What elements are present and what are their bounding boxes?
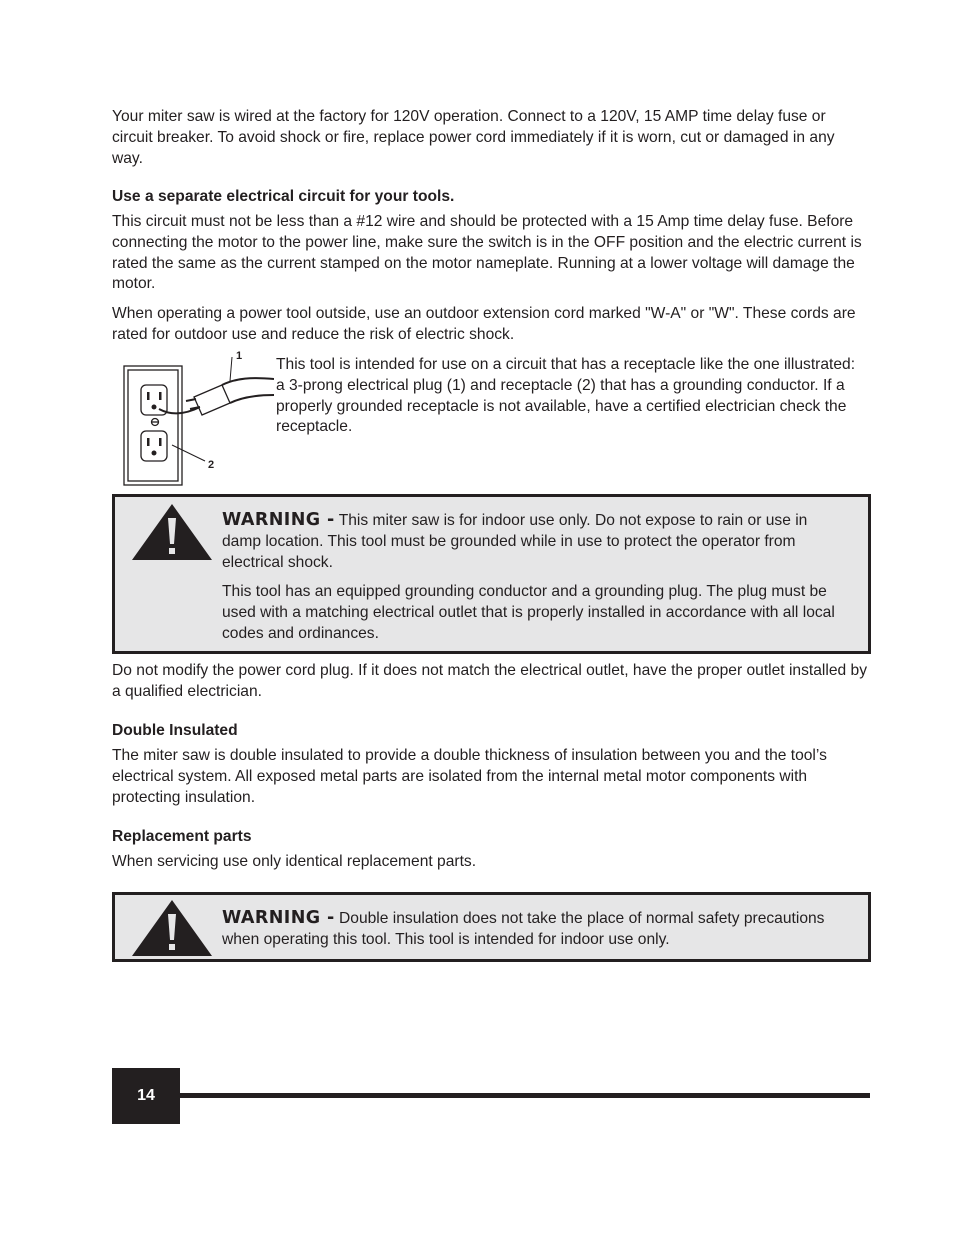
- modify-plug-paragraph: Do not modify the power cord plug. If it does not match the electrical outlet, have the proper outlet installed by a qualified electrician.: [112, 662, 867, 700]
- warning-box-grounding: [112, 494, 871, 654]
- warning-label: WARNING -: [222, 908, 335, 928]
- outdoor-paragraph: When operating a power tool outside, use an outdoor extension cord marked "W-A" or "W". These cords are rated for outdoor use and reduce the risk of electric shock.: [112, 305, 856, 343]
- receptacle-caption: This tool is intended for use on a circuit that has a receptacle like the one illustrated: a 3-prong electrical plug (1) and receptacle (2) that has a grounding conductor. If a properly grounded receptacle is not available, have a certified electrician check the receptacle.: [276, 356, 856, 436]
- footer-rule: [178, 1093, 870, 1098]
- lower-outlet: [141, 431, 167, 461]
- intro-paragraph: Your miter saw is wired at the factory for 120V operation. Connect to a 120V, 15 AMP time delay fuse or circuit breaker. To avoid shock or fire, replace power cord immediately if it is worn, cut or damaged in any way.: [112, 108, 835, 167]
- callout-1: 1: [236, 350, 243, 362]
- warning-text-2: This tool has an equipped grounding conductor and a grounding plug. The plug must be used with a matching electrical outlet that is properly installed in accordance with all local codes and ordinances.: [222, 583, 835, 642]
- replacement-parts-paragraph: When servicing use only identical replacement parts.: [112, 853, 477, 870]
- receptacle-illustration: [112, 345, 274, 487]
- double-insulated-paragraph: The miter saw is double insulated to provide a double thickness of insulation between you and the tool’s electrical system. All exposed metal parts are isolated from the internal metal motor components with protecting insulation.: [112, 747, 827, 806]
- warning-box-insulation: [112, 892, 871, 962]
- separate-circuit-heading: Use a separate electrical circuit for your tools.: [112, 188, 455, 205]
- warning-text-insulation: Double insulation does not take the place of normal safety precautions when operating this tool. This tool is intended for indoor use only.: [222, 910, 825, 948]
- warning-text-1: This miter saw is for indoor use only. Do not expose to rain or use in damp location. This tool must be grounded while in use to protect the operator from electrical shock.: [222, 512, 808, 571]
- warning-paragraph-1: [222, 510, 842, 573]
- warning-triangle-icon: [132, 900, 212, 956]
- separate-circuit-paragraph: This circuit must not be less than a #12 wire and should be protected with a 15 Amp time delay fuse. Before connecting the motor to the power line, make sure the switch is in the OFF position and the electric current is rated the same as the current stamped on the motor nameplate. Running at a lower voltage will damage the motor.: [112, 213, 862, 293]
- warning-paragraph-insulation: [222, 908, 842, 951]
- double-insulated-heading: Double Insulated: [112, 722, 238, 739]
- page-number: 14: [112, 1068, 180, 1124]
- replacement-parts-heading: Replacement parts: [112, 828, 252, 845]
- callout-2: 2: [208, 459, 215, 471]
- warning-label: WARNING -: [222, 510, 335, 530]
- plug-body: [194, 385, 230, 415]
- warning-triangle-icon: [132, 504, 212, 560]
